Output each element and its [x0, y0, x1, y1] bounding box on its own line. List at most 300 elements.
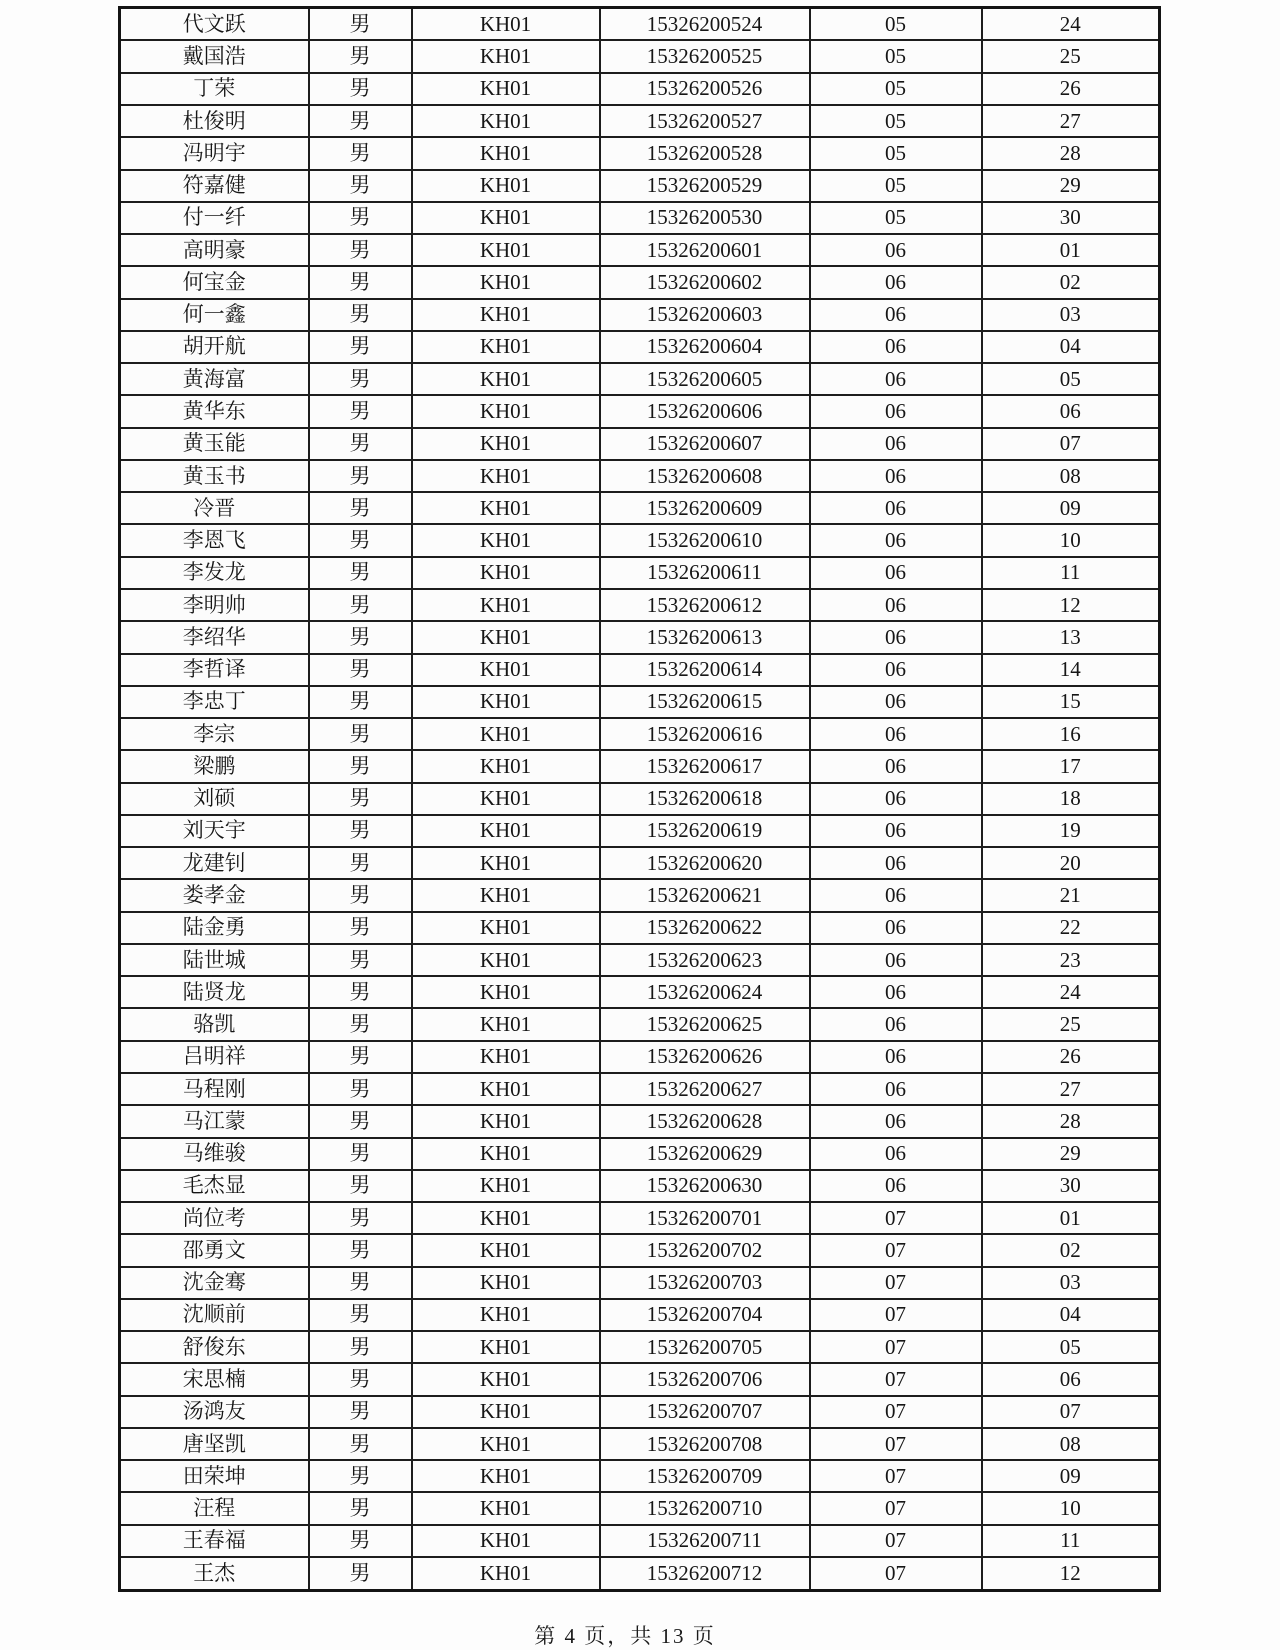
school-code-cell: KH01 [412, 1202, 600, 1234]
room-number-cell: 06 [810, 879, 982, 911]
gender-cell: 男 [309, 73, 412, 105]
name-cell: 胡开航 [120, 331, 309, 363]
gender-cell: 男 [309, 1170, 412, 1202]
school-code-cell: KH01 [412, 879, 600, 911]
gender-cell: 男 [309, 750, 412, 782]
gender-cell: 男 [309, 815, 412, 847]
seat-number-cell: 03 [982, 1267, 1160, 1299]
room-number-cell: 06 [810, 524, 982, 556]
room-number-cell: 06 [810, 815, 982, 847]
exam-number-cell: 15326200613 [600, 621, 810, 653]
table-row [120, 331, 1160, 363]
room-number-cell: 06 [810, 460, 982, 492]
name-cell: 李发龙 [120, 557, 309, 589]
room-number-cell: 06 [810, 557, 982, 589]
name-cell: 李宗 [120, 718, 309, 750]
seat-number-cell: 20 [982, 847, 1160, 879]
school-code-cell: KH01 [412, 1396, 600, 1428]
exam-number-cell: 15326200707 [600, 1396, 810, 1428]
table-row [120, 589, 1160, 621]
gender-cell: 男 [309, 1492, 412, 1524]
seat-number-cell: 09 [982, 492, 1160, 524]
gender-cell: 男 [309, 1331, 412, 1363]
school-code-cell: KH01 [412, 750, 600, 782]
room-number-cell: 05 [810, 170, 982, 202]
room-number-cell: 07 [810, 1299, 982, 1331]
seat-number-cell: 07 [982, 1396, 1160, 1428]
table-row [120, 1234, 1160, 1266]
page-indicator: 第 4 页，共 13 页 [534, 1624, 716, 1648]
gender-cell: 男 [309, 460, 412, 492]
school-code-cell: KH01 [412, 1525, 600, 1557]
name-cell: 刘天宇 [120, 815, 309, 847]
room-number-cell: 07 [810, 1331, 982, 1363]
school-code-cell: KH01 [412, 1041, 600, 1073]
school-code-cell: KH01 [412, 1105, 600, 1137]
table-row [120, 621, 1160, 653]
seat-number-cell: 12 [982, 589, 1160, 621]
seat-number-cell: 13 [982, 621, 1160, 653]
room-number-cell: 06 [810, 492, 982, 524]
gender-cell: 男 [309, 944, 412, 976]
exam-number-cell: 15326200602 [600, 266, 810, 298]
table-row [120, 1202, 1160, 1234]
exam-number-cell: 15326200623 [600, 944, 810, 976]
name-cell: 冯明宇 [120, 137, 309, 169]
table-row [120, 73, 1160, 105]
exam-number-cell: 15326200626 [600, 1041, 810, 1073]
gender-cell: 男 [309, 40, 412, 72]
name-cell: 汪程 [120, 1492, 309, 1524]
room-number-cell: 07 [810, 1202, 982, 1234]
seat-number-cell: 29 [982, 170, 1160, 202]
room-number-cell: 07 [810, 1557, 982, 1591]
name-cell: 陆贤龙 [120, 976, 309, 1008]
exam-number-cell: 15326200701 [600, 1202, 810, 1234]
exam-number-cell: 15326200524 [600, 8, 810, 41]
table-row [120, 1105, 1160, 1137]
table-row [120, 879, 1160, 911]
exam-number-cell: 15326200703 [600, 1267, 810, 1299]
seat-number-cell: 21 [982, 879, 1160, 911]
exam-number-cell: 15326200618 [600, 783, 810, 815]
school-code-cell: KH01 [412, 460, 600, 492]
exam-number-cell: 15326200708 [600, 1428, 810, 1460]
seat-number-cell: 30 [982, 1170, 1160, 1202]
school-code-cell: KH01 [412, 395, 600, 427]
seat-number-cell: 23 [982, 944, 1160, 976]
room-number-cell: 06 [810, 266, 982, 298]
name-cell: 李恩飞 [120, 524, 309, 556]
name-cell: 黄海富 [120, 363, 309, 395]
table-row [120, 492, 1160, 524]
name-cell: 杜俊明 [120, 105, 309, 137]
name-cell: 陆世城 [120, 944, 309, 976]
exam-number-cell: 15326200610 [600, 524, 810, 556]
gender-cell: 男 [309, 524, 412, 556]
school-code-cell: KH01 [412, 1428, 600, 1460]
name-cell: 符嘉健 [120, 170, 309, 202]
room-number-cell: 06 [810, 331, 982, 363]
gender-cell: 男 [309, 1267, 412, 1299]
table-row [120, 1073, 1160, 1105]
room-number-cell: 06 [810, 750, 982, 782]
gender-cell: 男 [309, 976, 412, 1008]
room-number-cell: 05 [810, 137, 982, 169]
name-cell: 吕明祥 [120, 1041, 309, 1073]
name-cell: 李忠丁 [120, 686, 309, 718]
name-cell: 毛杰显 [120, 1170, 309, 1202]
seat-number-cell: 11 [982, 557, 1160, 589]
room-number-cell: 06 [810, 234, 982, 266]
gender-cell: 男 [309, 589, 412, 621]
gender-cell: 男 [309, 428, 412, 460]
name-cell: 何一鑫 [120, 299, 309, 331]
room-number-cell: 05 [810, 8, 982, 41]
school-code-cell: KH01 [412, 1331, 600, 1363]
table-row [120, 363, 1160, 395]
name-cell: 梁鹏 [120, 750, 309, 782]
exam-number-cell: 15326200616 [600, 718, 810, 750]
table-row [120, 1008, 1160, 1040]
room-number-cell: 07 [810, 1396, 982, 1428]
table-row [120, 299, 1160, 331]
gender-cell: 男 [309, 266, 412, 298]
exam-number-cell: 15326200705 [600, 1331, 810, 1363]
school-code-cell: KH01 [412, 137, 600, 169]
school-code-cell: KH01 [412, 1138, 600, 1170]
seat-number-cell: 08 [982, 1428, 1160, 1460]
name-cell: 尚位考 [120, 1202, 309, 1234]
exam-number-cell: 15326200625 [600, 1008, 810, 1040]
roster-table [118, 6, 1161, 1592]
room-number-cell: 06 [810, 1170, 982, 1202]
name-cell: 冷晋 [120, 492, 309, 524]
room-number-cell: 07 [810, 1460, 982, 1492]
exam-number-cell: 15326200527 [600, 105, 810, 137]
seat-number-cell: 06 [982, 1363, 1160, 1395]
page-footer [0, 1620, 1250, 1650]
seat-number-cell: 10 [982, 524, 1160, 556]
seat-number-cell: 17 [982, 750, 1160, 782]
gender-cell: 男 [309, 1557, 412, 1591]
exam-number-cell: 15326200530 [600, 202, 810, 234]
school-code-cell: KH01 [412, 202, 600, 234]
gender-cell: 男 [309, 1299, 412, 1331]
name-cell: 黄玉能 [120, 428, 309, 460]
table-row [120, 428, 1160, 460]
school-code-cell: KH01 [412, 1170, 600, 1202]
school-code-cell: KH01 [412, 783, 600, 815]
table-row [120, 686, 1160, 718]
exam-number-cell: 15326200627 [600, 1073, 810, 1105]
seat-number-cell: 01 [982, 234, 1160, 266]
room-number-cell: 07 [810, 1428, 982, 1460]
exam-number-cell: 15326200629 [600, 1138, 810, 1170]
school-code-cell: KH01 [412, 40, 600, 72]
name-cell: 王春福 [120, 1525, 309, 1557]
school-code-cell: KH01 [412, 492, 600, 524]
room-number-cell: 07 [810, 1525, 982, 1557]
gender-cell: 男 [309, 234, 412, 266]
table-row [120, 1299, 1160, 1331]
exam-number-cell: 15326200702 [600, 1234, 810, 1266]
table-row [120, 1138, 1160, 1170]
school-code-cell: KH01 [412, 1234, 600, 1266]
exam-number-cell: 15326200607 [600, 428, 810, 460]
seat-number-cell: 28 [982, 1105, 1160, 1137]
school-code-cell: KH01 [412, 266, 600, 298]
table-row [120, 557, 1160, 589]
room-number-cell: 07 [810, 1234, 982, 1266]
name-cell: 马江蒙 [120, 1105, 309, 1137]
gender-cell: 男 [309, 1008, 412, 1040]
seat-number-cell: 09 [982, 1460, 1160, 1492]
school-code-cell: KH01 [412, 363, 600, 395]
exam-number-cell: 15326200603 [600, 299, 810, 331]
name-cell: 何宝金 [120, 266, 309, 298]
school-code-cell: KH01 [412, 1073, 600, 1105]
school-code-cell: KH01 [412, 1557, 600, 1591]
exam-number-cell: 15326200624 [600, 976, 810, 1008]
school-code-cell: KH01 [412, 976, 600, 1008]
seat-number-cell: 29 [982, 1138, 1160, 1170]
room-number-cell: 07 [810, 1492, 982, 1524]
seat-number-cell: 07 [982, 428, 1160, 460]
gender-cell: 男 [309, 783, 412, 815]
name-cell: 代文跃 [120, 8, 309, 41]
exam-number-cell: 15326200609 [600, 492, 810, 524]
school-code-cell: KH01 [412, 299, 600, 331]
school-code-cell: KH01 [412, 686, 600, 718]
table-row [120, 815, 1160, 847]
table-row [120, 105, 1160, 137]
seat-number-cell: 25 [982, 1008, 1160, 1040]
room-number-cell: 06 [810, 783, 982, 815]
school-code-cell: KH01 [412, 718, 600, 750]
name-cell: 娄孝金 [120, 879, 309, 911]
school-code-cell: KH01 [412, 234, 600, 266]
exam-number-cell: 15326200611 [600, 557, 810, 589]
room-number-cell: 06 [810, 654, 982, 686]
table-row [120, 1460, 1160, 1492]
table-row [120, 1041, 1160, 1073]
school-code-cell: KH01 [412, 1299, 600, 1331]
room-number-cell: 06 [810, 589, 982, 621]
table-row [120, 137, 1160, 169]
room-number-cell: 06 [810, 944, 982, 976]
school-code-cell: KH01 [412, 105, 600, 137]
school-code-cell: KH01 [412, 1363, 600, 1395]
room-number-cell: 07 [810, 1267, 982, 1299]
name-cell: 宋思楠 [120, 1363, 309, 1395]
name-cell: 田荣坤 [120, 1460, 309, 1492]
room-number-cell: 06 [810, 718, 982, 750]
gender-cell: 男 [309, 1234, 412, 1266]
gender-cell: 男 [309, 557, 412, 589]
gender-cell: 男 [309, 1460, 412, 1492]
gender-cell: 男 [309, 492, 412, 524]
seat-number-cell: 12 [982, 1557, 1160, 1591]
table-row [120, 1396, 1160, 1428]
table-row [120, 170, 1160, 202]
exam-number-cell: 15326200709 [600, 1460, 810, 1492]
school-code-cell: KH01 [412, 654, 600, 686]
room-number-cell: 06 [810, 428, 982, 460]
school-code-cell: KH01 [412, 1008, 600, 1040]
exam-number-cell: 15326200529 [600, 170, 810, 202]
seat-number-cell: 25 [982, 40, 1160, 72]
room-number-cell: 06 [810, 912, 982, 944]
gender-cell: 男 [309, 1202, 412, 1234]
table-row [120, 847, 1160, 879]
seat-number-cell: 18 [982, 783, 1160, 815]
name-cell: 骆凯 [120, 1008, 309, 1040]
exam-number-cell: 15326200605 [600, 363, 810, 395]
name-cell: 沈顺前 [120, 1299, 309, 1331]
room-number-cell: 05 [810, 73, 982, 105]
exam-number-cell: 15326200525 [600, 40, 810, 72]
seat-number-cell: 27 [982, 105, 1160, 137]
school-code-cell: KH01 [412, 1460, 600, 1492]
table-row [120, 1331, 1160, 1363]
gender-cell: 男 [309, 363, 412, 395]
exam-number-cell: 15326200630 [600, 1170, 810, 1202]
seat-number-cell: 26 [982, 1041, 1160, 1073]
gender-cell: 男 [309, 1428, 412, 1460]
seat-number-cell: 02 [982, 1234, 1160, 1266]
exam-number-cell: 15326200620 [600, 847, 810, 879]
school-code-cell: KH01 [412, 1492, 600, 1524]
exam-number-cell: 15326200619 [600, 815, 810, 847]
exam-number-cell: 15326200612 [600, 589, 810, 621]
seat-number-cell: 15 [982, 686, 1160, 718]
table-row [120, 976, 1160, 1008]
name-cell: 马维骏 [120, 1138, 309, 1170]
seat-number-cell: 24 [982, 976, 1160, 1008]
room-number-cell: 06 [810, 976, 982, 1008]
gender-cell: 男 [309, 137, 412, 169]
gender-cell: 男 [309, 879, 412, 911]
exam-number-cell: 15326200710 [600, 1492, 810, 1524]
gender-cell: 男 [309, 1525, 412, 1557]
name-cell: 王杰 [120, 1557, 309, 1591]
exam-number-cell: 15326200706 [600, 1363, 810, 1395]
table-row [120, 40, 1160, 72]
exam-number-cell: 15326200601 [600, 234, 810, 266]
seat-number-cell: 22 [982, 912, 1160, 944]
gender-cell: 男 [309, 299, 412, 331]
name-cell: 陆金勇 [120, 912, 309, 944]
seat-number-cell: 04 [982, 331, 1160, 363]
gender-cell: 男 [309, 395, 412, 427]
table-row [120, 460, 1160, 492]
gender-cell: 男 [309, 202, 412, 234]
name-cell: 舒俊东 [120, 1331, 309, 1363]
room-number-cell: 06 [810, 299, 982, 331]
room-number-cell: 06 [810, 686, 982, 718]
seat-number-cell: 05 [982, 1331, 1160, 1363]
school-code-cell: KH01 [412, 847, 600, 879]
table-row [120, 1525, 1160, 1557]
seat-number-cell: 27 [982, 1073, 1160, 1105]
exam-number-cell: 15326200704 [600, 1299, 810, 1331]
seat-number-cell: 06 [982, 395, 1160, 427]
school-code-cell: KH01 [412, 170, 600, 202]
exam-number-cell: 15326200621 [600, 879, 810, 911]
school-code-cell: KH01 [412, 73, 600, 105]
seat-number-cell: 10 [982, 1492, 1160, 1524]
seat-number-cell: 14 [982, 654, 1160, 686]
exam-number-cell: 15326200528 [600, 137, 810, 169]
name-cell: 邵勇文 [120, 1234, 309, 1266]
room-number-cell: 06 [810, 395, 982, 427]
name-cell: 马程刚 [120, 1073, 309, 1105]
exam-number-cell: 15326200615 [600, 686, 810, 718]
school-code-cell: KH01 [412, 524, 600, 556]
seat-number-cell: 11 [982, 1525, 1160, 1557]
room-number-cell: 06 [810, 1008, 982, 1040]
name-cell: 付一纤 [120, 202, 309, 234]
seat-number-cell: 04 [982, 1299, 1160, 1331]
seat-number-cell: 26 [982, 73, 1160, 105]
table-row [120, 1170, 1160, 1202]
gender-cell: 男 [309, 331, 412, 363]
room-number-cell: 06 [810, 847, 982, 879]
seat-number-cell: 05 [982, 363, 1160, 395]
school-code-cell: KH01 [412, 1267, 600, 1299]
name-cell: 龙建钊 [120, 847, 309, 879]
gender-cell: 男 [309, 686, 412, 718]
table-row [120, 718, 1160, 750]
exam-number-cell: 15326200622 [600, 912, 810, 944]
exam-number-cell: 15326200604 [600, 331, 810, 363]
gender-cell: 男 [309, 912, 412, 944]
exam-number-cell: 15326200628 [600, 1105, 810, 1137]
seat-number-cell: 24 [982, 8, 1160, 41]
school-code-cell: KH01 [412, 428, 600, 460]
name-cell: 黄玉书 [120, 460, 309, 492]
seat-number-cell: 19 [982, 815, 1160, 847]
room-number-cell: 06 [810, 1073, 982, 1105]
table-row [120, 912, 1160, 944]
seat-number-cell: 08 [982, 460, 1160, 492]
gender-cell: 男 [309, 1105, 412, 1137]
gender-cell: 男 [309, 105, 412, 137]
table-row [120, 750, 1160, 782]
table-row [120, 266, 1160, 298]
room-number-cell: 07 [810, 1363, 982, 1395]
exam-number-cell: 15326200606 [600, 395, 810, 427]
school-code-cell: KH01 [412, 331, 600, 363]
table-row [120, 1557, 1160, 1591]
seat-number-cell: 01 [982, 1202, 1160, 1234]
gender-cell: 男 [309, 1138, 412, 1170]
seat-number-cell: 02 [982, 266, 1160, 298]
seat-number-cell: 16 [982, 718, 1160, 750]
room-number-cell: 05 [810, 202, 982, 234]
table-row [120, 654, 1160, 686]
room-number-cell: 06 [810, 363, 982, 395]
school-code-cell: KH01 [412, 912, 600, 944]
name-cell: 李绍华 [120, 621, 309, 653]
table-row [120, 202, 1160, 234]
table-row [120, 234, 1160, 266]
gender-cell: 男 [309, 8, 412, 41]
name-cell: 唐坚凯 [120, 1428, 309, 1460]
table-row [120, 944, 1160, 976]
exam-number-cell: 15326200608 [600, 460, 810, 492]
